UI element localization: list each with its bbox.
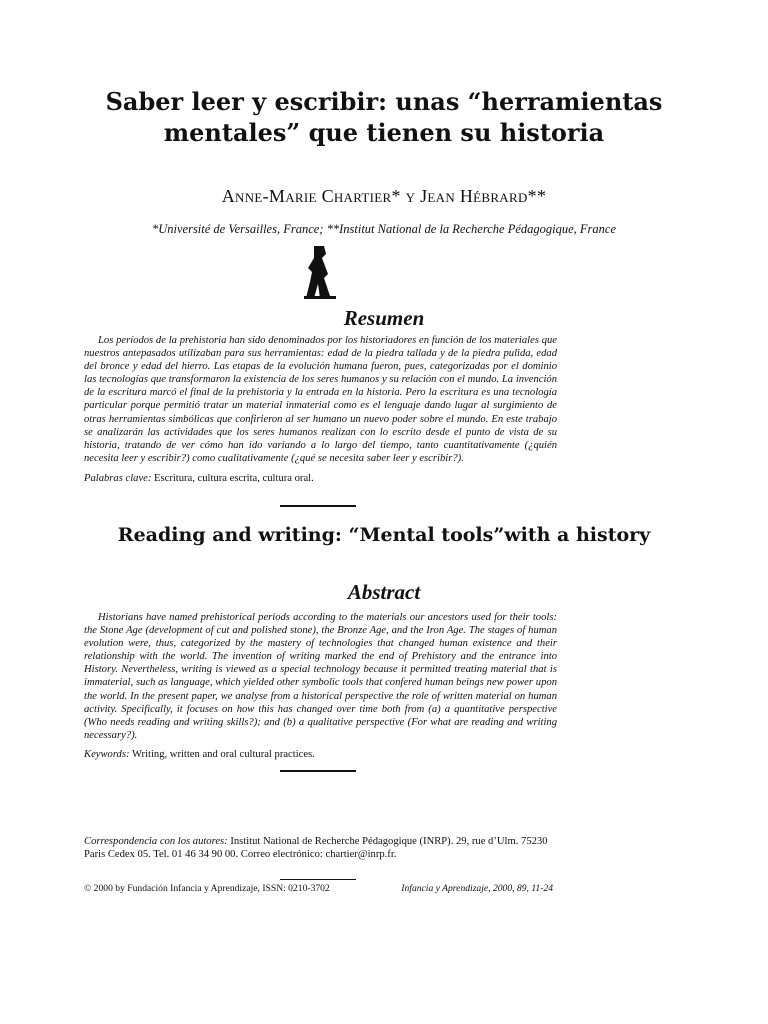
correspondence-note xyxy=(84,836,564,861)
copyright-line: © 2000 by Fundación Infancia y Aprendizaje, ISSN: 0210-3702 xyxy=(84,883,330,894)
keywords-label: Keywords: xyxy=(84,749,130,760)
keywords xyxy=(84,749,557,760)
section-divider-2 xyxy=(280,770,356,772)
article-authors: Anne-Marie Chartier* y Jean Hébrard** xyxy=(221,186,547,206)
abstract-text: Historians have named prehistorical periods according to the materials our ancestors used for their tools: the Stone Age (development of cut and polished stone), the Bronze Age, and the Iron Age. The stages of human evolution were, thus, categorized by the mastery of technologies that changed human existence and their relationship with the world. The invention of writing marked the end of Prehistory and the entrance into History. Nevertheless, writing is viewed as a special technology because it permitted treating material that is immaterial, such as language, which yielded other symbolic tools that confered human beings new power upon the world. In the present paper, we analyse from a historical perspective the role of written material on human activity. Specifically, it focuses on how this has changed over time both from (a) a quantitative perspective (Who needs reading and writing skills?); and (b) a qualitative perspective (For what are reading and writing necessary?). xyxy=(84,612,557,741)
footer-divider xyxy=(280,879,356,880)
abstract-heading: Abstract xyxy=(347,580,421,604)
resumen-text: Los períodos de la prehistoria han sido denominados por los historiadores en función de los materiales que nuestros antepasados utilizaban para sus herramientas: edad de la piedra tallada y de la piedra pulida, edad del bronce y edad del hierro. Las etapas de la evolución humana fueron, pues, categorizadas por el dominio las tecnologías que transformaron la existencia de los seres humanos y su relación con el mundo. La invención de la escritura marcó el final de la prehistoria y la entrada en la historia. Pero la escritura es una tecnología particular porque permitió tratar un material inmaterial como es el lenguaje dando lugar al surgimiento de otras herramientas simbólicas que confirieron al ser humano un nuevo poder sobre el mundo. En este trabajo se analizarán las actividades que los seres humanos realizan con lo escrito desde el punto de vista de su historia, tratando de ver cómo han ido variando a lo largo del tiempo, tanto cuantitativamente (¿quién necesita leer y escribir?) como cualitativamente (¿qué se necesita saber leer y escribir?). xyxy=(84,335,557,464)
correspondence-label: Correspondencia con los autores: xyxy=(84,836,228,847)
resumen-heading: Resumen xyxy=(343,306,425,330)
section-divider xyxy=(280,505,356,507)
keywords-value: Writing, written and oral cultural practices. xyxy=(129,749,315,760)
correspondence-text: Institut National de Recherche Pédagogique (INRP). 29, rue d’Ulm. 75230 Paris Cedex 05. Tel. 01 46 34 90 00. Correo electrónico: chartier@inrp.fr. xyxy=(84,836,548,860)
article-title-english: Reading and writing: “Mental tools”with a history xyxy=(117,524,651,546)
publisher-logo-icon xyxy=(300,244,340,300)
palabras-clave xyxy=(84,473,557,484)
palabras-clave-label: Palabras clave: xyxy=(84,473,152,484)
journal-citation: Infancia y Aprendizaje, 2000, 89, 11-24 xyxy=(401,883,553,894)
article-title-spanish: Saber leer y escribir: unas “herramientas mentales” que tienen su historia xyxy=(105,87,663,147)
palabras-clave-value: Escritura, cultura escrita, cultura oral. xyxy=(151,473,314,484)
author-affiliations: *Université de Versailles, France; **Institut National de la Recherche Pédagogique, France xyxy=(151,222,616,236)
